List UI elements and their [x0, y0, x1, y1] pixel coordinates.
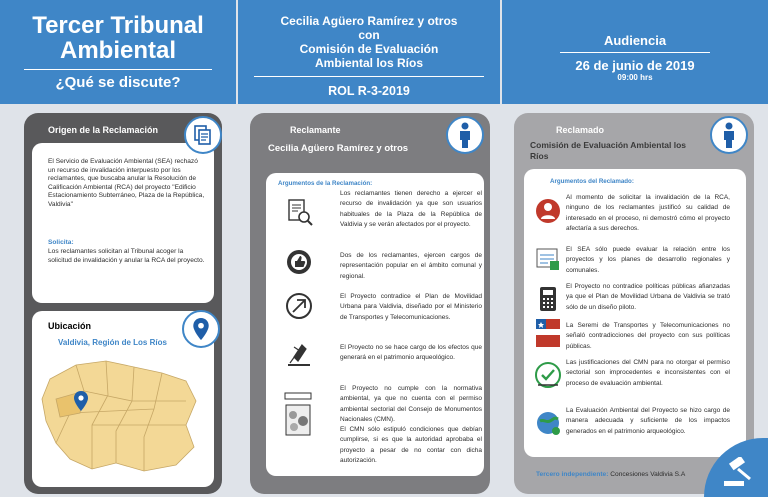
- reclamado-name: Comisión de Evaluación Ambiental los Ríos: [530, 140, 687, 161]
- solicita-text: Los reclamantes solicitan al Tribunal acoger la solicitud de invalidación y anular la RCA del proyecto.: [48, 248, 205, 264]
- reclamado-arg-1: Al momento de solicitar la invalidación de la RCA, ninguno de los reclamantes justificó su calidad de interesado en el proceso, ni demostró cómo el proyecto afectaría a sus derechos.: [566, 194, 730, 232]
- map-pin-icon: [74, 391, 88, 411]
- tribunal-title: Tercer Tribunal Ambiental: [32, 12, 204, 64]
- reclamado-card: [524, 169, 746, 457]
- compass-icon: [284, 291, 314, 321]
- ministry-logo-icon: [536, 319, 560, 347]
- document-search-icon: [284, 197, 314, 227]
- reclamado-arg-2: El SEA sólo puede evaluar la relación entre los proyectos y los planes de desarrollo regionales y comunales.: [566, 246, 730, 274]
- parties-line2: Comisión de Evaluación Ambiental los Ríos: [299, 42, 439, 70]
- origen-card: [32, 143, 214, 303]
- question-heading: ¿Qué se discute?: [55, 74, 181, 91]
- origen-title: Origen de la Reclamación: [48, 125, 159, 135]
- reclamante-args-title: Argumentos de la Reclamación:: [278, 180, 373, 187]
- audiencia-time: 09:00 hrs: [617, 73, 653, 82]
- person-icon: [446, 116, 484, 154]
- header-title-block: [0, 0, 236, 104]
- map-pin-icon: [182, 310, 220, 348]
- person-icon: [710, 116, 748, 154]
- tercero-label: Tercero independiente:: [536, 471, 609, 478]
- reclamante-arg-3: El Proyecto contradice el Plan de Movilidad Urbana para Valdivia, diseñado por el Ministerio de Transportes y Telecomunicaciones.: [340, 293, 482, 321]
- calculator-icon: [534, 285, 562, 313]
- archaeology-icon: [284, 339, 314, 369]
- reclamado-arg-4: La Seremi de Transportes y Telecomunicaciones no señaló contradicciones del proyecto con sus políticas públicas.: [566, 322, 730, 350]
- reclamado-arg-3: El Proyecto no contradice políticas públicas afianzadas ya que el Plan de Movilidad Urbana de Valdivia se trató sólo de un diseño piloto.: [566, 283, 730, 311]
- reclamante-arg-2: Dos de los reclamantes, ejercen cargos de representación popular en el ámbito comunal y regional.: [340, 252, 482, 280]
- like-badge-icon: [284, 247, 314, 277]
- reclamado-arg-6: La Evaluación Ambiental del Proyecto se hizo cargo de manera adecuada y suficiente de los impactos generados en el patrimonio arqueológico.: [566, 407, 730, 435]
- parties-line1: Cecilia Agüero Ramírez y otros: [280, 14, 458, 28]
- region-map: [36, 351, 206, 475]
- header-audiencia-block: [502, 0, 768, 104]
- cmn-check-icon: [534, 361, 562, 389]
- rol-number: ROL R-3-2019: [328, 84, 410, 98]
- ubicacion-place: Valdivia, Región de Los Ríos: [58, 338, 167, 347]
- reclamante-name: Cecilia Agüero Ramírez y otros: [268, 143, 409, 154]
- globe-plant-icon: [534, 409, 562, 437]
- reclamante-arg-6: El CMN sólo estipuló condiciones que debían cumplirse, si es que la autoridad aprobaba el proyecto a pesar de no contar con dicha autorización.: [340, 426, 482, 464]
- reclamado-panel: [514, 113, 754, 494]
- person-badge-icon: [534, 197, 562, 225]
- audiencia-label: Audiencia: [603, 33, 667, 48]
- tercero-value: Concesiones Valdivia S.A: [610, 471, 686, 478]
- origen-panel: [24, 113, 222, 494]
- tercero-row: [536, 471, 685, 478]
- monument-icon: [282, 391, 314, 439]
- reclamante-arg-5: El Proyecto no cumple con la normativa ambiental, ya que no cuenta con el permiso ambiental sectorial del Consejo de Monumentos Nacionales (CMN).: [340, 385, 482, 423]
- solicita-label: Solicita:: [48, 239, 74, 246]
- reclamante-title: Reclamante: [290, 125, 341, 135]
- reclamado-args-title: Argumentos del Reclamado:: [550, 178, 634, 185]
- reclamante-panel: [250, 113, 490, 494]
- parties-con: con: [358, 28, 380, 42]
- reclamado-arg-5: Las justificaciones del CMN para no otorgar el permiso sectorial son improcedentes e inconsistentes con el proceso de evaluación ambiental.: [566, 359, 730, 387]
- header-parties-block: [238, 0, 500, 104]
- origen-text: El Servicio de Evaluación Ambiental (SEA) rechazó un recurso de invalidación interpuesto por los reclamantes, que buscaba anular la Resolución de Calificación Ambiental (RCA) del proyecto "Edificio Estacionamiento Subterráneo, Plaza de la República, Valdivia": [48, 158, 205, 208]
- reclamante-card: [266, 173, 484, 476]
- reclamante-arg-1: Los reclamantes tienen derecho a ejercer el recurso de invalidación ya que son usuarios habituales de la Plaza de la República de Valdivia y se verán afectados por el proyecto.: [340, 190, 482, 228]
- ubicacion-title: Ubicación: [48, 321, 92, 331]
- reclamante-arg-4: El Proyecto no se hace cargo de los efectos que generará en el patrimonio arqueológico.: [340, 344, 482, 362]
- city-plan-icon: [534, 245, 562, 273]
- audiencia-date: 26 de junio de 2019: [575, 58, 695, 73]
- documents-icon: [184, 116, 222, 154]
- reclamado-title: Reclamado: [556, 125, 605, 135]
